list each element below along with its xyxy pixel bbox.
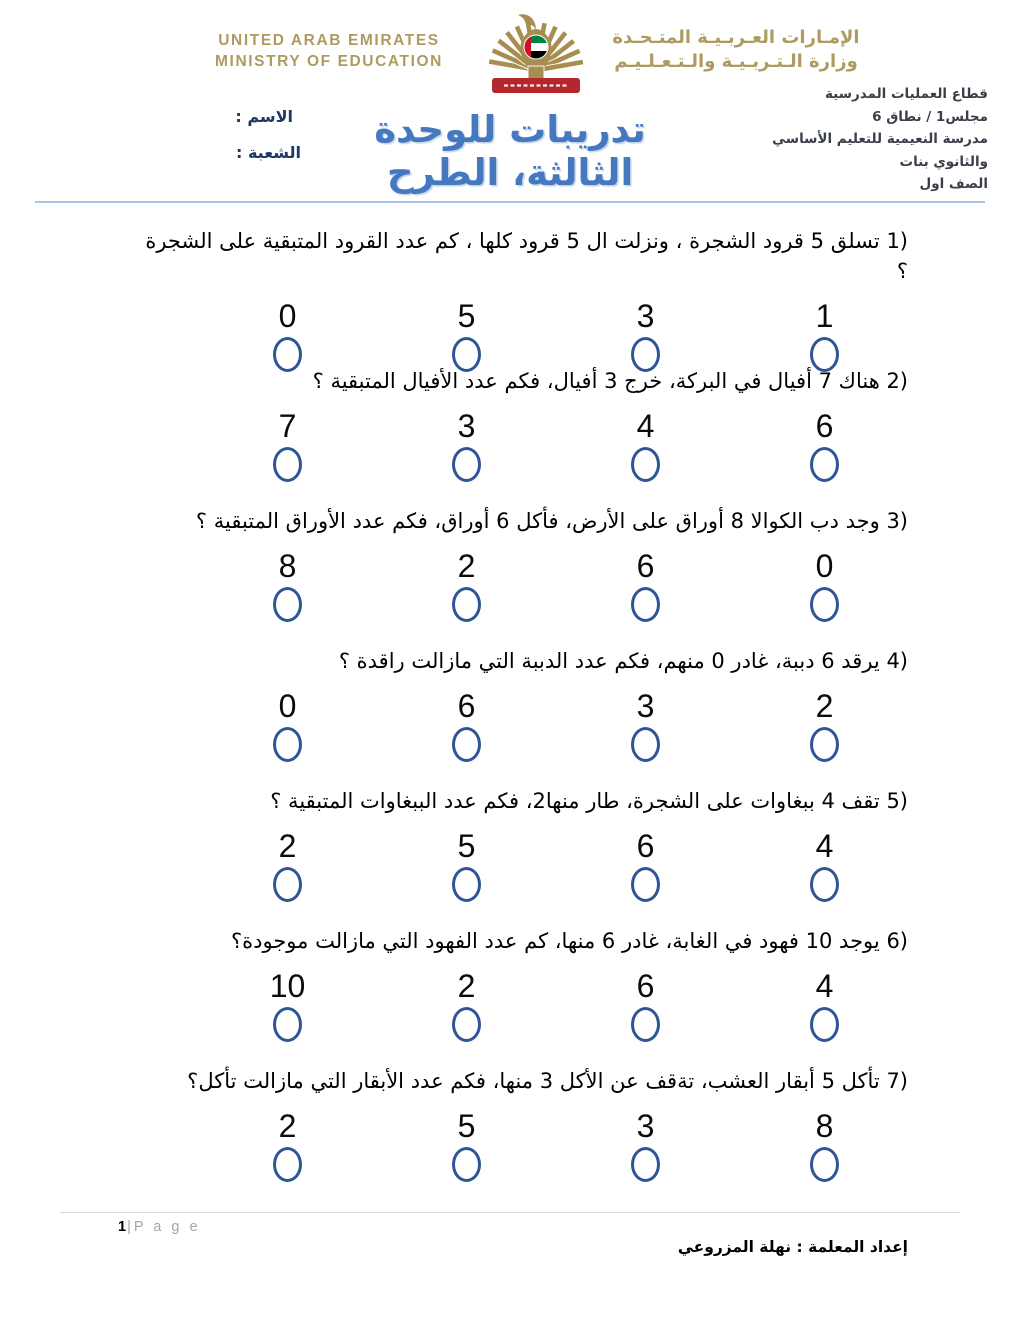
question-number-3: 3): [886, 509, 908, 533]
questions-section: [140, 226, 908, 1206]
question-1: [140, 226, 908, 366]
question-text-6: 6) يوجد 10 فهود في الغابة، غادر 6 منها، كم عدد الفهود التي مازالت موجودة؟: [140, 926, 908, 956]
option-value-q3-8: 8: [278, 548, 297, 584]
page-number-separator: |: [127, 1219, 134, 1235]
option-value-q3-6: 6: [636, 548, 655, 584]
option-q7-3: [556, 1108, 735, 1186]
option-q6-4: [735, 968, 914, 1046]
ministry-en-line1: UNITED ARAB EMIRATES: [218, 32, 440, 49]
option-value-q2-6: 6: [815, 408, 834, 444]
answer-bubble-q2-7[interactable]: [273, 447, 302, 482]
school-info-school: مدرسة النعيمية للتعليم الأساسي: [772, 131, 988, 147]
answer-bubble-q3-8[interactable]: [273, 587, 302, 622]
option-q2-6: [735, 408, 914, 486]
footer-divider: [60, 1212, 960, 1213]
option-q4-3: [556, 688, 735, 766]
answer-bubble-q2-4[interactable]: [631, 447, 660, 482]
answer-bubble-q5-5[interactable]: [452, 867, 481, 902]
option-q7-5: [377, 1108, 556, 1186]
option-value-q1-1: 1: [815, 298, 834, 334]
question-number-4: 4): [886, 649, 908, 673]
option-value-q1-3: 3: [636, 298, 655, 334]
answer-bubble-q4-2[interactable]: [810, 727, 839, 762]
name-field-label: الاسم :: [235, 107, 293, 126]
option-q4-0: [198, 688, 377, 766]
answer-bubble-q5-2[interactable]: [273, 867, 302, 902]
ministry-ar-line1: الإمـارات العـربـيـة المتـحـدة: [612, 27, 860, 48]
answer-bubble-q3-6[interactable]: [631, 587, 660, 622]
answer-bubble-q6-6[interactable]: [631, 1007, 660, 1042]
option-value-q7-5: 5: [457, 1108, 476, 1144]
option-value-q4-2: 2: [815, 688, 834, 724]
option-q6-2: [377, 968, 556, 1046]
question-text-3: 3) وجد دب الكوالا 8 أوراق على الأرض، فأكل 6 أوراق، فكم عدد الأوراق المتبقية ؟: [140, 506, 908, 536]
option-q5-6: [556, 828, 735, 906]
option-q3-8: [198, 548, 377, 626]
option-value-q6-6: 6: [636, 968, 655, 1004]
question-text-1: 1) تسلق 5 قرود الشجرة ، ونزلت ال 5 قرود كلها ، كم عدد القرود المتبقية على الشجرة ؟: [140, 226, 908, 286]
uae-falcon-emblem-icon: [477, 6, 595, 102]
page-number-word: P a g e: [133, 1219, 201, 1235]
option-value-q4-3: 3: [636, 688, 655, 724]
answer-bubble-q7-8[interactable]: [810, 1147, 839, 1182]
option-q4-6: [377, 688, 556, 766]
option-value-q7-8: 8: [815, 1108, 834, 1144]
options-row-2: [198, 408, 914, 486]
answer-bubble-q6-4[interactable]: [810, 1007, 839, 1042]
option-value-q2-7: 7: [278, 408, 297, 444]
option-value-q5-5: 5: [457, 828, 476, 864]
option-value-q4-6: 6: [457, 688, 476, 724]
option-value-q7-3: 3: [636, 1108, 655, 1144]
question-5: [140, 786, 908, 926]
option-q3-0: [735, 548, 914, 626]
answer-bubble-q6-10[interactable]: [273, 1007, 302, 1042]
question-4: [140, 646, 908, 786]
option-q2-3: [377, 408, 556, 486]
option-value-q6-2: 2: [457, 968, 476, 1004]
question-text-7: 7) تأكل 5 أبقار العشب، تةقف عن الأكل 3 منها، فكم عدد الأبقار التي مازالت تأكل؟: [140, 1066, 908, 1096]
option-q1-0: [198, 298, 377, 376]
option-q2-7: [198, 408, 377, 486]
option-q3-2: [377, 548, 556, 626]
option-q2-4: [556, 408, 735, 486]
option-q7-8: [735, 1108, 914, 1186]
answer-bubble-q1-0[interactable]: [273, 337, 302, 372]
answer-bubble-q6-2[interactable]: [452, 1007, 481, 1042]
option-value-q3-0: 0: [815, 548, 834, 584]
answer-bubble-q7-2[interactable]: [273, 1147, 302, 1182]
option-value-q2-4: 4: [636, 408, 655, 444]
question-text-2: 2) هناك 7 أفيال في البركة، خرج 3 أفيال، فكم عدد الأفيال المتبقية ؟: [140, 366, 908, 396]
section-field-label: الشعبة :: [235, 143, 301, 162]
option-q1-1: [735, 298, 914, 376]
question-7: [140, 1066, 908, 1206]
question-number-5: 5): [886, 789, 908, 813]
option-q3-6: [556, 548, 735, 626]
option-q6-6: [556, 968, 735, 1046]
school-info-council: مجلس1 / نطاق 6: [872, 108, 988, 125]
option-value-q4-0: 0: [278, 688, 297, 724]
option-value-q3-2: 2: [457, 548, 476, 584]
options-row-1: [198, 298, 914, 376]
answer-bubble-q7-5[interactable]: [452, 1147, 481, 1182]
answer-bubble-q3-0[interactable]: [810, 587, 839, 622]
question-2: [140, 366, 908, 506]
ministry-ar-line2: وزارة الـتـربـيـة والـتـعـلـيـم: [614, 51, 858, 72]
option-q4-2: [735, 688, 914, 766]
worksheet-title: تدريبات للوحدة الثالثة، الطرح: [374, 108, 646, 194]
option-q1-3: [556, 298, 735, 376]
question-3: [140, 506, 908, 646]
question-text-4: 4) يرقد 6 دببة، غادر 0 منهم، فكم عدد الدببة التي مازالت راقدة ؟: [140, 646, 908, 676]
option-q5-2: [198, 828, 377, 906]
option-q7-2: [198, 1108, 377, 1186]
answer-bubble-q7-3[interactable]: [631, 1147, 660, 1182]
teacher-credit: إعداد المعلمة : نهلة المزروعي: [677, 1238, 908, 1256]
question-number-6: 6): [886, 929, 908, 953]
school-info-grade: الصف اول: [919, 176, 988, 192]
option-q5-4: [735, 828, 914, 906]
option-value-q6-10: 10: [269, 968, 306, 1004]
option-value-q7-2: 2: [278, 1108, 297, 1144]
question-number-7: 7): [886, 1069, 908, 1093]
question-number-2: 2): [886, 369, 908, 393]
option-value-q5-6: 6: [636, 828, 655, 864]
answer-bubble-q4-3[interactable]: [631, 727, 660, 762]
answer-bubble-q2-3[interactable]: [452, 447, 481, 482]
option-q5-5: [377, 828, 556, 906]
school-info-block: [772, 83, 988, 196]
options-row-3: [198, 548, 914, 626]
options-row-5: [198, 828, 914, 906]
page-number-value: 1: [118, 1219, 128, 1235]
options-row-7: [198, 1108, 914, 1186]
school-info-school2: والثانوي بنات: [899, 153, 988, 170]
option-value-q1-0: 0: [278, 298, 297, 334]
option-value-q2-3: 3: [457, 408, 476, 444]
answer-bubble-q4-0[interactable]: [273, 727, 302, 762]
question-number-1: 1): [886, 229, 908, 253]
option-value-q5-4: 4: [815, 828, 834, 864]
option-value-q1-5: 5: [457, 298, 476, 334]
options-row-6: [198, 968, 914, 1046]
answer-bubble-q4-6[interactable]: [452, 727, 481, 762]
ministry-name-arabic: [598, 26, 874, 74]
option-value-q6-4: 4: [815, 968, 834, 1004]
ministry-name-english: [183, 30, 475, 72]
answer-bubble-q3-2[interactable]: [452, 587, 481, 622]
options-row-4: [198, 688, 914, 766]
option-q6-10: [198, 968, 377, 1046]
page-number: [118, 1219, 201, 1235]
question-6: [140, 926, 908, 1066]
ministry-en-line2: MINISTRY OF EDUCATION: [215, 53, 443, 70]
option-value-q5-2: 2: [278, 828, 297, 864]
question-text-5: 5) تقف 4 ببغاوات على الشجرة، طار منها2، فكم عدد الببغاوات المتبقية ؟: [140, 786, 908, 816]
header-divider: [35, 201, 985, 203]
answer-bubble-q5-6[interactable]: [631, 867, 660, 902]
answer-bubble-q2-6[interactable]: [810, 447, 839, 482]
option-q1-5: [377, 298, 556, 376]
answer-bubble-q5-4[interactable]: [810, 867, 839, 902]
school-info-sector: قطاع العمليات المدرسية: [825, 86, 988, 102]
